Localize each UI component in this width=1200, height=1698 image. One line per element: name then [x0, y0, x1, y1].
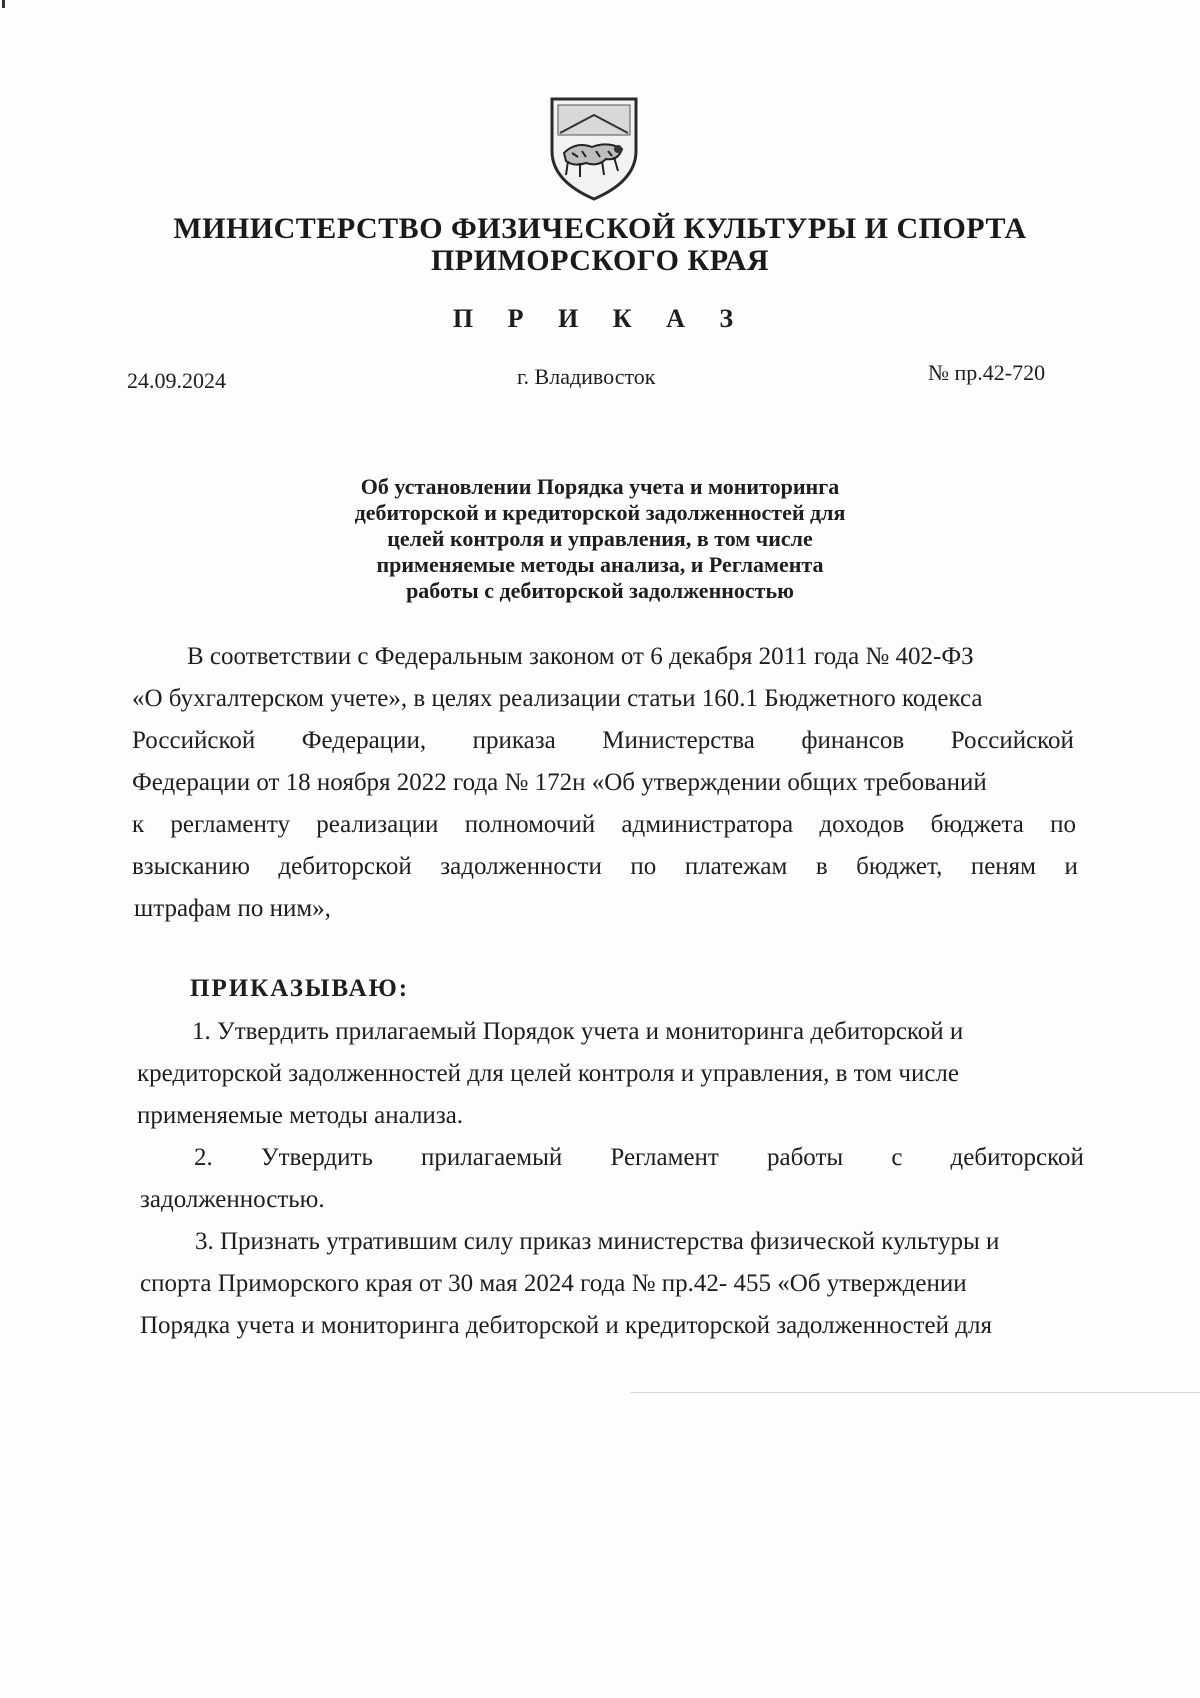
word: пеням: [970, 853, 1037, 880]
title-line: Об установлении Порядка учета и мониторинга: [360, 474, 840, 499]
word: полномочий: [464, 811, 596, 838]
word: Федерации,: [301, 727, 427, 754]
word: Российской: [132, 727, 256, 754]
word: доходов: [819, 811, 905, 838]
document-type-heading: П Р И К А З: [452, 304, 748, 333]
word: прилагаемый: [420, 1144, 563, 1171]
preamble-line: Федерации от 18 ноября 2022 года № 172н «Об утверждении общих требований: [132, 769, 987, 796]
word: 2.: [194, 1144, 213, 1171]
title-line: дебиторской и кредиторской задолженностей для: [354, 500, 846, 525]
document-number: № пр.42-720: [928, 360, 1046, 385]
word: Министерства: [602, 727, 755, 754]
word: Утвердить: [260, 1144, 373, 1171]
item-2-line: задолженностью.: [140, 1186, 325, 1213]
word: финансов: [801, 727, 905, 754]
preamble-line: «О бухгалтерском учете», в целях реализации статьи 160.1 Бюджетного кодекса: [132, 685, 983, 712]
coat-of-arms-emblem: [546, 95, 642, 203]
word: регламенту: [170, 811, 290, 838]
preamble-line-justified: [132, 853, 1078, 881]
word: и: [1064, 853, 1078, 880]
word: Регламент: [610, 1144, 719, 1171]
item-1-line: применяемые методы анализа.: [137, 1102, 464, 1129]
word: бюджета: [930, 811, 1024, 838]
word: платежам: [684, 853, 788, 880]
item-1-line: кредиторской задолженностей для целей контроля и управления, в том числе: [137, 1060, 959, 1087]
word: дебиторской: [950, 1144, 1084, 1171]
word: администратора: [621, 811, 794, 838]
word: взысканию: [132, 853, 250, 880]
word: по: [630, 853, 657, 880]
word: приказа: [472, 727, 556, 754]
title-line: работы с дебиторской задолженностью: [406, 578, 794, 603]
item-1-line: 1. Утвердить прилагаемый Порядок учета и мониторинга дебиторской и: [192, 1018, 964, 1045]
title-line: применяемые методы анализа, и Регламента: [376, 552, 824, 577]
word: дебиторской: [278, 853, 412, 880]
word: бюджет,: [856, 853, 943, 880]
preamble-line: штрафам по ним»,: [134, 895, 331, 922]
word: реализации: [316, 811, 439, 838]
title-line: целей контроля и управления, в том числе: [387, 526, 813, 551]
order-heading: ПРИКАЗЫВАЮ:: [190, 975, 410, 1002]
word: с: [891, 1144, 903, 1171]
document-date: 24.09.2024: [127, 368, 226, 393]
scan-mark: [2, 0, 5, 8]
item-3-line: Порядка учета и мониторинга дебиторской и кредиторской задолженностей для: [140, 1312, 992, 1339]
word: в: [815, 853, 828, 880]
word: Российской: [950, 727, 1074, 754]
ministry-name-line1: МИНИСТЕРСТВО ФИЗИЧЕСКОЙ КУЛЬТУРЫ И СПОРТА: [173, 212, 1027, 245]
document-title: [250, 474, 950, 604]
document-city: г. Владивосток: [517, 364, 656, 389]
word: работы: [766, 1144, 844, 1171]
word: задолженности: [440, 853, 602, 880]
item-2-line-justified: [194, 1144, 1084, 1172]
item-3-line: 3. Признать утратившим силу приказ министерства физической культуры и: [195, 1228, 1000, 1255]
preamble-line: В соответствии с Федеральным законом от 6 декабря 2011 года № 402-ФЗ: [187, 643, 974, 670]
preamble-line-justified: [132, 811, 1076, 839]
ministry-name-line2: ПРИМОРСКОГО КРАЯ: [430, 244, 770, 277]
word: к: [132, 811, 145, 838]
scan-artifact-line: [630, 1392, 1200, 1393]
word: по: [1050, 811, 1076, 838]
preamble-line-justified: [132, 727, 1074, 755]
item-3-line: спорта Приморского края от 30 мая 2024 года № пр.42- 455 «Об утверждении: [140, 1270, 967, 1297]
